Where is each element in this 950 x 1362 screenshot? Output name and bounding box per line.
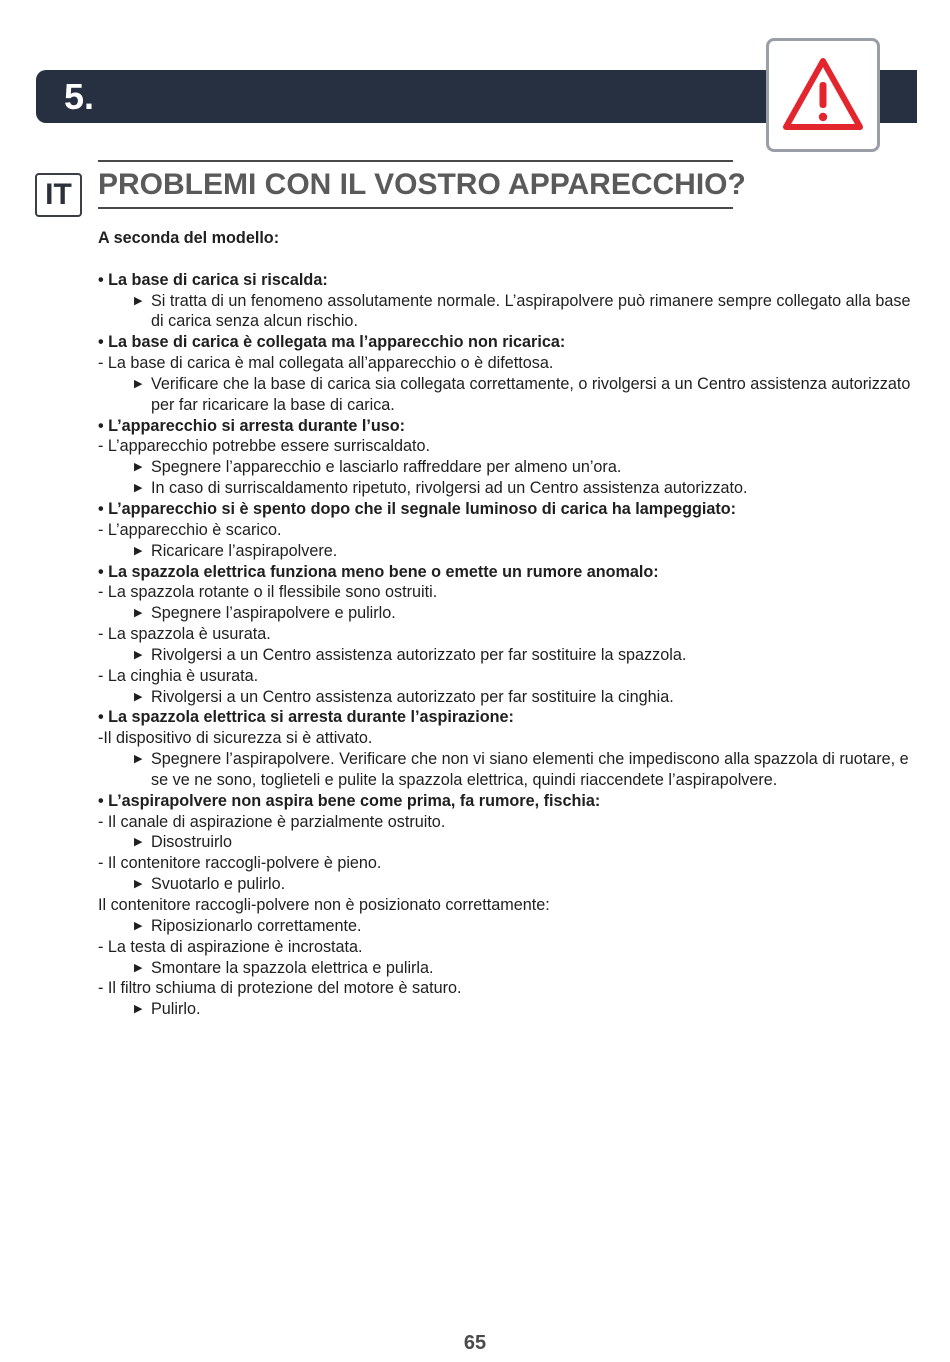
- remedy-text: Ricaricare l’aspirapolvere.: [151, 541, 338, 560]
- remedy-item: [98, 645, 918, 666]
- problem-cause: - L’apparecchio potrebbe essere surriscaldato.: [98, 437, 431, 456]
- remedy-item: [98, 749, 918, 791]
- remedy-text: Smontare la spazzola elettrica e pulirla.: [151, 958, 434, 977]
- remedy-text: Spegnere l’apparecchio e lasciarlo raffreddare per almeno un’ora.: [151, 458, 622, 477]
- problem-heading: • L’apparecchio si arresta durante l’uso:: [98, 416, 406, 435]
- remedy-item: [98, 958, 918, 979]
- problem-cause: - La cinghia è usurata.: [98, 666, 259, 685]
- remedy-item: [98, 999, 918, 1020]
- remedy-text: Spegnere l’aspirapolvere. Verificare che non vi siano elementi che impediscono alla spazzola di ruotare, e se ve ne sono, toglieteli e pulite la spazzola elettrica, quindi riaccendete l’aspirapolvere.: [151, 750, 909, 789]
- caret-right-icon: ▶: [134, 544, 143, 557]
- remedy-text: Rivolgersi a un Centro assistenza autorizzato per far sostituire la spazzola.: [151, 645, 687, 664]
- remedy-item: [98, 457, 918, 478]
- remedy-text: Si tratta di un fenomeno assolutamente normale. L’aspirapolvere può rimanere sempre collegato alla base di carica senza alcun rischio.: [151, 291, 911, 331]
- problem-heading: • L’aspirapolvere non aspira bene come prima, fa rumore, fischia:: [98, 791, 601, 810]
- remedy-item: [98, 374, 918, 416]
- remedy-item: [98, 687, 918, 708]
- problem-cause: - La testa di aspirazione è incrostata.: [98, 937, 363, 956]
- remedy-text: Spegnere l’aspirapolvere e pulirlo.: [151, 604, 396, 623]
- problem-heading: • La base di carica si riscalda:: [98, 270, 328, 289]
- remedy-text: Svuotarlo e pulirlo.: [151, 875, 286, 894]
- title-rule-top: [98, 160, 733, 162]
- caret-right-icon: ▶: [134, 461, 143, 474]
- page-title: PROBLEMI CON IL VOSTRO APPARECCHIO?: [98, 168, 746, 201]
- language-badge: IT: [35, 173, 82, 217]
- remedy-text: Verificare che la base di carica sia collegata correttamente, o rivolgersi a un Centro assistenza autorizzato per far ricaricare la base di carica.: [151, 374, 911, 414]
- problem-cause: - L’apparecchio è scarico.: [98, 520, 282, 539]
- troubleshooting-content: [98, 228, 918, 1020]
- caret-right-icon: ▶: [134, 482, 143, 495]
- remedy-text: In caso di surriscaldamento ripetuto, rivolgersi ad un Centro assistenza autorizzato.: [151, 479, 748, 498]
- title-rule-bottom: [98, 207, 733, 209]
- problem-heading: • L’apparecchio si è spento dopo che il segnale luminoso di carica ha lampeggiato:: [98, 499, 737, 518]
- remedy-item: [98, 291, 918, 333]
- problem-cause: - La base di carica è mal collegata all’apparecchio o è difettosa.: [98, 354, 554, 373]
- remedy-text: Pulirlo.: [151, 1000, 201, 1019]
- problem-heading: • La spazzola elettrica funziona meno bene o emette un rumore anomalo:: [98, 562, 659, 581]
- remedy-text: Rivolgersi a un Centro assistenza autorizzato per far sostituire la cinghia.: [151, 687, 674, 706]
- model-note: A seconda del modello:: [98, 229, 280, 247]
- caret-right-icon: ▶: [134, 377, 143, 390]
- caret-right-icon: ▶: [134, 753, 143, 766]
- problem-cause: Il contenitore raccogli-polvere non è posizionato correttamente:: [98, 896, 550, 914]
- problem-cause: - Il canale di aspirazione è parzialmente ostruito.: [98, 812, 446, 831]
- caret-right-icon: ▶: [134, 294, 143, 307]
- remedy-item: [98, 874, 918, 895]
- caret-right-icon: ▶: [134, 961, 143, 974]
- remedy-item: [98, 916, 918, 937]
- caret-right-icon: ▶: [134, 919, 143, 932]
- warning-badge: [766, 38, 880, 152]
- remedy-item: [98, 541, 918, 562]
- problem-cause: -Il dispositivo di sicurezza si è attivato.: [98, 729, 373, 748]
- remedy-text: Disostruirlo: [151, 833, 232, 852]
- problem-cause: - La spazzola rotante o il flessibile sono ostruiti.: [98, 583, 438, 602]
- page-number: 65: [463, 1332, 487, 1354]
- caret-right-icon: ▶: [134, 836, 143, 849]
- problem-heading: • La base di carica è collegata ma l’apparecchio non ricarica:: [98, 333, 566, 352]
- problem-heading: • La spazzola elettrica si arresta durante l’aspirazione:: [98, 708, 514, 727]
- spacer: [98, 249, 918, 270]
- section-number: 5.: [64, 76, 95, 117]
- remedy-item: [98, 478, 918, 499]
- warning-triangle-icon: [781, 55, 865, 135]
- problem-cause: - La spazzola è usurata.: [98, 625, 271, 644]
- remedy-text: Riposizionarlo correttamente.: [151, 916, 362, 935]
- remedy-item: [98, 832, 918, 853]
- caret-right-icon: ▶: [134, 648, 143, 661]
- caret-right-icon: ▶: [134, 690, 143, 703]
- remedy-item: [98, 603, 918, 624]
- troubleshooting-list: [98, 270, 918, 1020]
- problem-cause: - Il filtro schiuma di protezione del motore è saturo.: [98, 979, 462, 998]
- problem-cause: - Il contenitore raccogli-polvere è pieno.: [98, 854, 382, 873]
- caret-right-icon: ▶: [134, 878, 143, 891]
- caret-right-icon: ▶: [134, 1003, 143, 1016]
- caret-right-icon: ▶: [134, 607, 143, 620]
